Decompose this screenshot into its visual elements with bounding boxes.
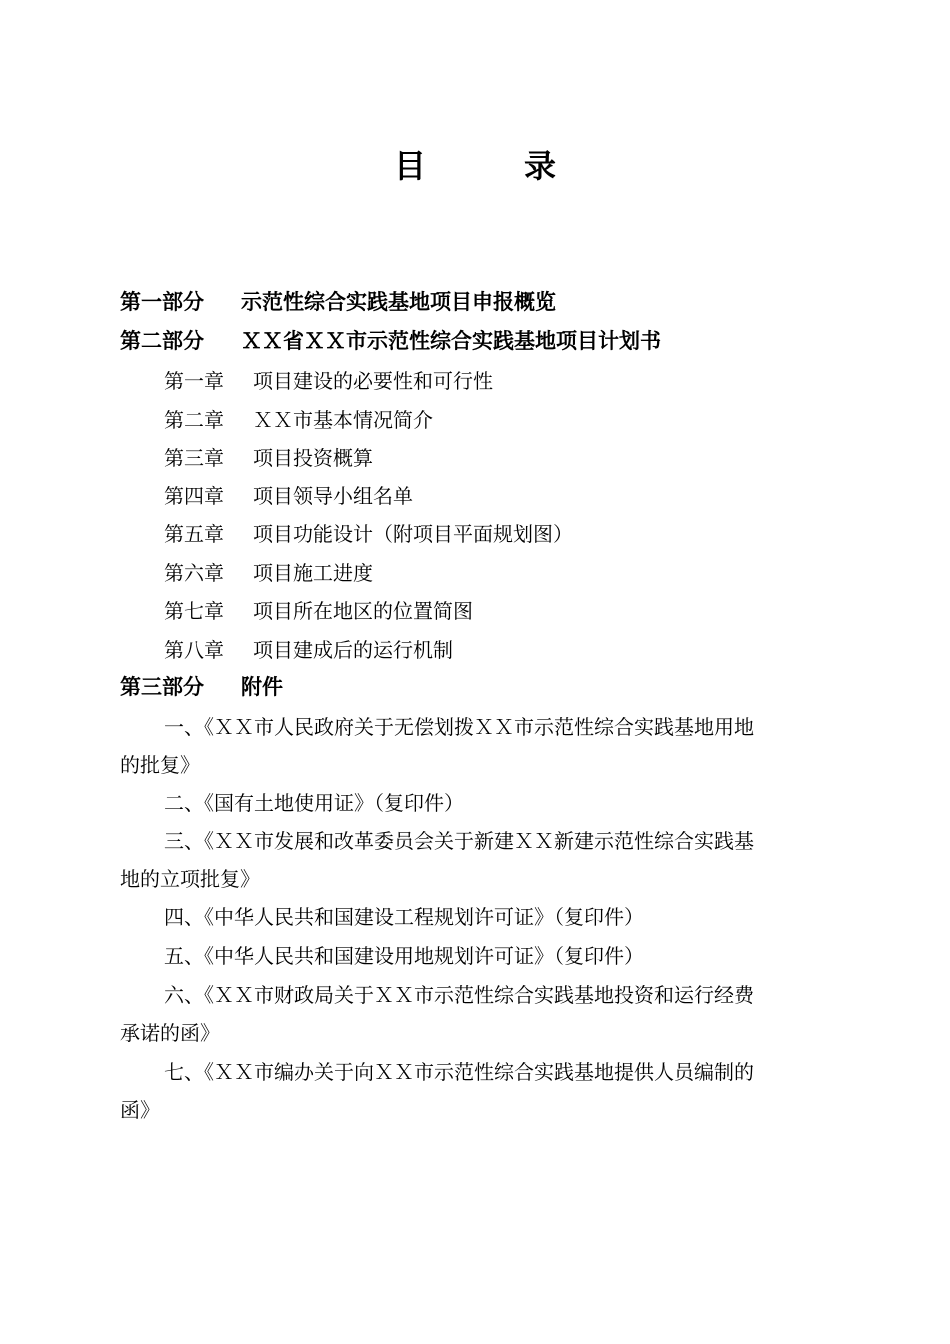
part-text: 示范性综合实践基地项目申报概览 bbox=[241, 290, 556, 314]
chapter-label: 第四章 bbox=[164, 484, 224, 508]
chapter-text: 项目所在地区的位置简图 bbox=[253, 599, 473, 623]
toc-title bbox=[0, 142, 950, 190]
attachment-6-line-1: 六、《ＸＸ市财政局关于ＸＸ市示范性综合实践基地投资和运行经费 bbox=[164, 983, 754, 1007]
attachment-1-line-1: 一、《ＸＸ市人民政府关于无偿划拨ＸＸ市示范性综合实践基地用地 bbox=[164, 715, 754, 739]
chapter-label: 第二章 bbox=[164, 408, 224, 432]
attachment-7-line-1: 七、《ＸＸ市编办关于向ＸＸ市示范性综合实践基地提供人员编制的 bbox=[164, 1060, 754, 1084]
toc-chapter-2 bbox=[164, 405, 433, 435]
chapter-text: 项目建成后的运行机制 bbox=[253, 638, 453, 662]
chapter-text: 项目建设的必要性和可行性 bbox=[253, 369, 493, 393]
chapter-label: 第五章 bbox=[164, 522, 224, 546]
toc-chapter-1 bbox=[164, 366, 493, 396]
chapter-text: 项目施工进度 bbox=[253, 561, 373, 585]
chapter-label: 第一章 bbox=[164, 369, 224, 393]
toc-chapter-3 bbox=[164, 443, 373, 473]
chapter-label: 第八章 bbox=[164, 638, 224, 662]
part-label: 第三部分 bbox=[120, 675, 204, 699]
attachment-1-line-2: 的批复》 bbox=[120, 753, 200, 777]
toc-part-3 bbox=[120, 672, 283, 702]
toc-chapter-5 bbox=[164, 519, 573, 549]
attachment-6-line-2: 承诺的函》 bbox=[120, 1021, 220, 1045]
attachment-3-line-1: 三、《ＸＸ市发展和改革委员会关于新建ＸＸ新建示范性综合实践基 bbox=[164, 829, 754, 853]
toc-part-2 bbox=[120, 326, 661, 356]
part-label: 第一部分 bbox=[120, 290, 204, 314]
attachment-3-line-2: 地的立项批复》 bbox=[120, 867, 260, 891]
part-text: ＸＸ省ＸＸ市示范性综合实践基地项目计划书 bbox=[241, 329, 661, 353]
toc-chapter-7 bbox=[164, 596, 473, 626]
attachment-2: 二、《国有土地使用证》（复印件） bbox=[164, 791, 464, 815]
chapter-text: 项目功能设计（附项目平面规划图） bbox=[253, 522, 573, 546]
toc-chapter-8 bbox=[164, 635, 453, 665]
attachment-7-line-2: 函》 bbox=[120, 1098, 160, 1122]
toc-chapter-6 bbox=[164, 558, 373, 588]
attachment-5: 五、《中华人民共和国建设用地规划许可证》（复印件） bbox=[164, 944, 644, 968]
attachment-4: 四、《中华人民共和国建设工程规划许可证》（复印件） bbox=[164, 905, 644, 929]
toc-title-char-2: 录 bbox=[524, 147, 557, 185]
part-text: 附件 bbox=[241, 675, 283, 699]
toc-chapter-4 bbox=[164, 481, 413, 511]
chapter-label: 第六章 bbox=[164, 561, 224, 585]
toc-part-1 bbox=[120, 287, 556, 317]
toc-title-char-1: 目 bbox=[393, 147, 426, 185]
chapter-label: 第三章 bbox=[164, 446, 224, 470]
chapter-label: 第七章 bbox=[164, 599, 224, 623]
chapter-text: 项目领导小组名单 bbox=[253, 484, 413, 508]
part-label: 第二部分 bbox=[120, 329, 204, 353]
chapter-text: 项目投资概算 bbox=[253, 446, 373, 470]
chapter-text: ＸＸ市基本情况简介 bbox=[253, 408, 433, 432]
